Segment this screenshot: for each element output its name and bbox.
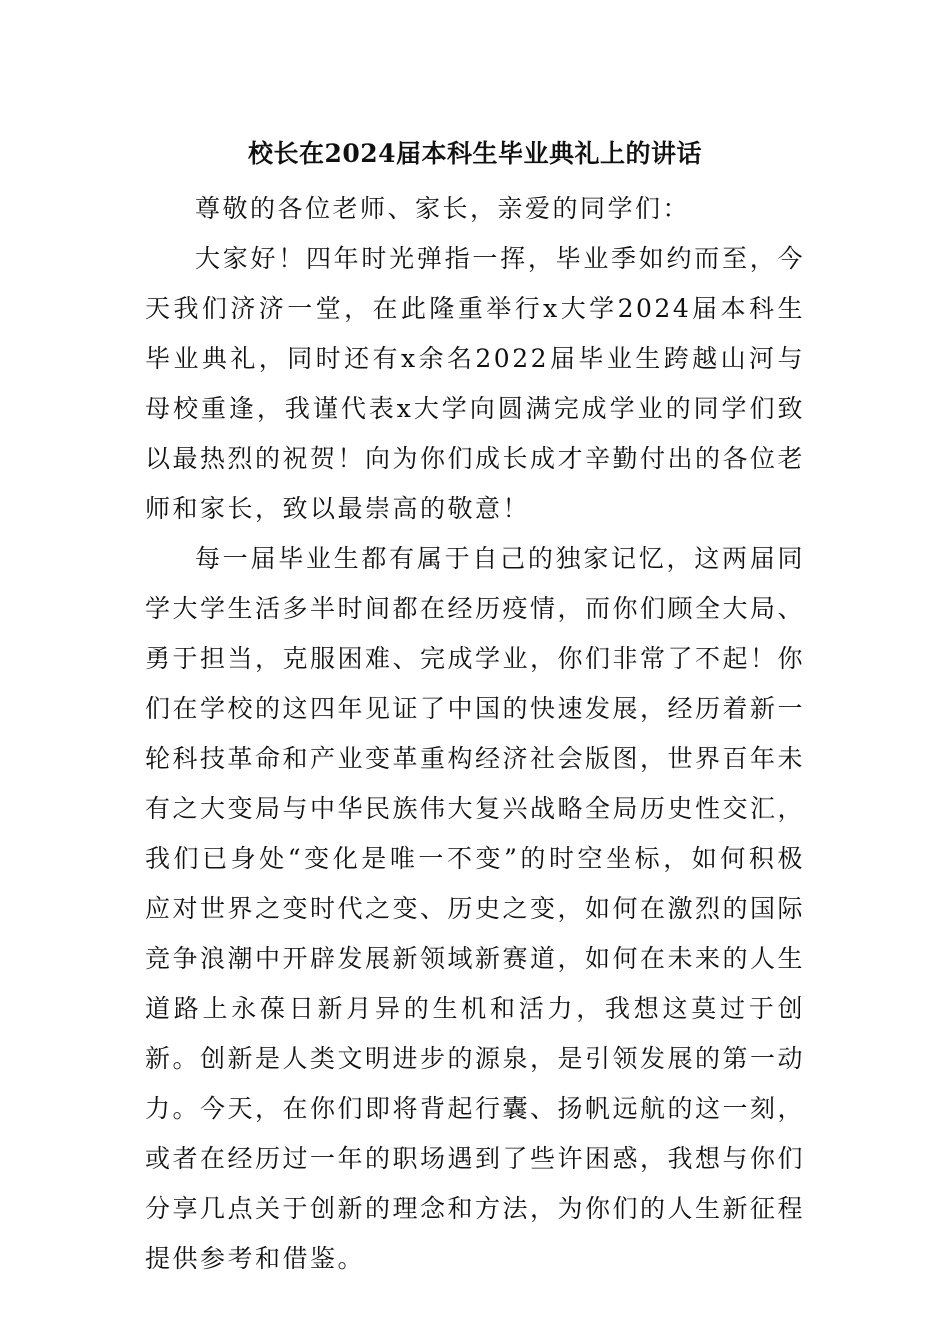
paragraph-opening: 大家好！四年时光弹指一挥，毕业季如约而至，今天我们济济一堂，在此隆重举行x大学2024届本科生毕业典礼，同时还有x余名2022届毕业生跨越山河与母校重逢，我谨代表x大学向圆满完成学业的同学们致以最热烈的祝贺！向为你们成长成才辛勤付出的各位老师和家长，致以最崇高的敬意！ — [145, 244, 806, 523]
document-title: 校长在2024届本科生毕业典礼上的讲话 — [247, 139, 703, 168]
document-body — [145, 136, 805, 1284]
paragraph-innovation: 每一届毕业生都有属于自己的独家记忆，这两届同学大学生活多半时间都在经历疫情，而你们顾全大局、勇于担当，克服困难、完成学业，你们非常了不起！你们在学校的这四年见证了中国的快速发展，经历着新一轮科技革命和产业变革重构经济社会版图，世界百年未有之大变局与中华民族伟大复兴战略全局历史性交汇，我们已身处“变化是唯一不变”的时空坐标，如何积极应对世界之变时代之变、历史之变，如何在激烈的国际竞争浪潮中开辟发展新领域新赛道，如何在未来的人生道路上永葆日新月异的生机和活力，我想这莫过于创新。创新是人类文明进步的源泉，是引领发展的第一动力。今天，在你们即将背起行囊、扬帆远航的这一刻，或者在经历过一年的职场遇到了些许困惑，我想与你们分享几点关于创新的理念和方法，为你们的人生新征程提供参考和借鉴。 — [145, 544, 806, 1273]
salutation: 尊敬的各位老师、家长，亲爱的同学们： — [195, 194, 691, 223]
